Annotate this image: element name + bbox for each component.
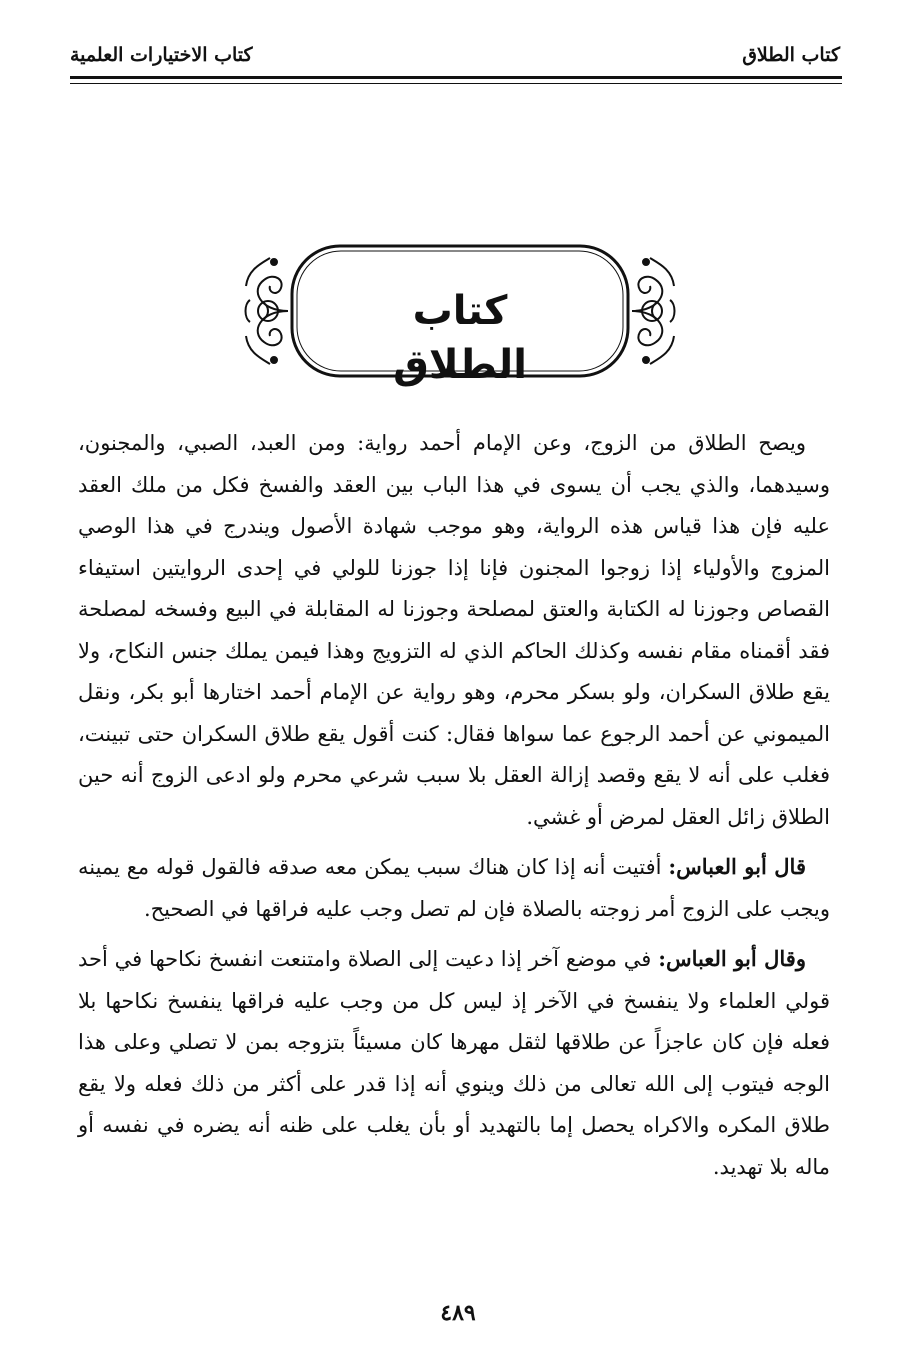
scroll-ornament-icon xyxy=(632,258,675,364)
scroll-ornament-icon xyxy=(246,258,289,364)
page-number: ٤٨٩ xyxy=(440,1300,476,1326)
paragraph xyxy=(78,846,830,930)
paragraph-lead: وقال أبو العباس: xyxy=(658,946,806,971)
paragraph xyxy=(78,938,830,1188)
chapter-title-frame xyxy=(240,240,680,388)
running-header xyxy=(70,40,840,74)
paragraph-lead: قال أبو العباس: xyxy=(668,854,806,879)
paragraph-text: في موضع آخر إذا دعيت إلى الصلاة وامتنعت انفسخ نكاحها في أحد قولي العلماء ولا ينفسخ في الآخر إذ ليس كل من وجب عليه فراقها ينفسخ نكاحها بلا فعله فإن كان عاجزاً عن طلاقها لثقل مهرها كان مسيئاً بتزوجه بمن لا تصلي وعلى هذا الوجه فيتوب إلى الله تعالى من ذلك وينوي أنه إذا قدر على أكثر من ذلك فعله ولا يقع طلاق المكره والاكراه يحصل إما بالتهديد أو بأن يغلب على ظنه أنه يضره في نفسه أو ماله بلا تهديد. xyxy=(78,947,830,1179)
chapter-title: كتاب الطلاق xyxy=(393,288,527,388)
header-rule-thick xyxy=(70,76,842,79)
paragraph xyxy=(78,422,830,838)
paragraph-text: ويصح الطلاق من الزوج، وعن الإمام أحمد رواية: ومن العبد، الصبي، والمجنون، وسيدهما، والذي يجب أن يسوى في هذا الباب بين العقد والفسخ فكل من ملك العقد عليه فإن هذا قياس هذه الرواية، وهو موجب شهادة الأصول ويندرج في هذا الوصي المزوج والأولياء إذا زوجوا المجنون فإنا إذا جوزنا للولي في إحدى الروايتين استيفاء القصاص وجوزنا له الكتابة والعتق لمصلحة وجوزنا له المقابلة في البيع وفسخه لمصلحة فقد أقمناه مقام نفسه وكذلك الحاكم الذي له التزويج وهذا فيمن يملك جنس النكاح، ولا يقع طلاق السكران، ولو بسكر محرم، وهو رواية عن الإمام أحمد اختارها أبو بكر، ونقل الميموني عن أحمد الرجوع عما سواها فقال: كنت أقول يقع طلاق السكران حتى تبينت، فغلب على أنه لا يقع وقصد إزالة العقل بلا سبب شرعي محرم ولو ادعى الزوج أنه حين الطلاق زائل العقل لمرض أو غشي. xyxy=(78,431,830,829)
header-right-title: كتاب الطلاق xyxy=(742,44,840,66)
paragraph-text: أفتيت أنه إذا كان هناك سبب يمكن معه صدقه فالقول قوله مع يمينه ويجب على الزوج أمر زوجته بالصلاة فإن لم تصل وجب عليه فراقها في الصحيح. xyxy=(78,855,830,921)
header-rule-thin xyxy=(70,83,842,84)
body-text xyxy=(78,422,830,1196)
header-left-title: كتاب الاختيارات العلمية xyxy=(70,44,253,66)
